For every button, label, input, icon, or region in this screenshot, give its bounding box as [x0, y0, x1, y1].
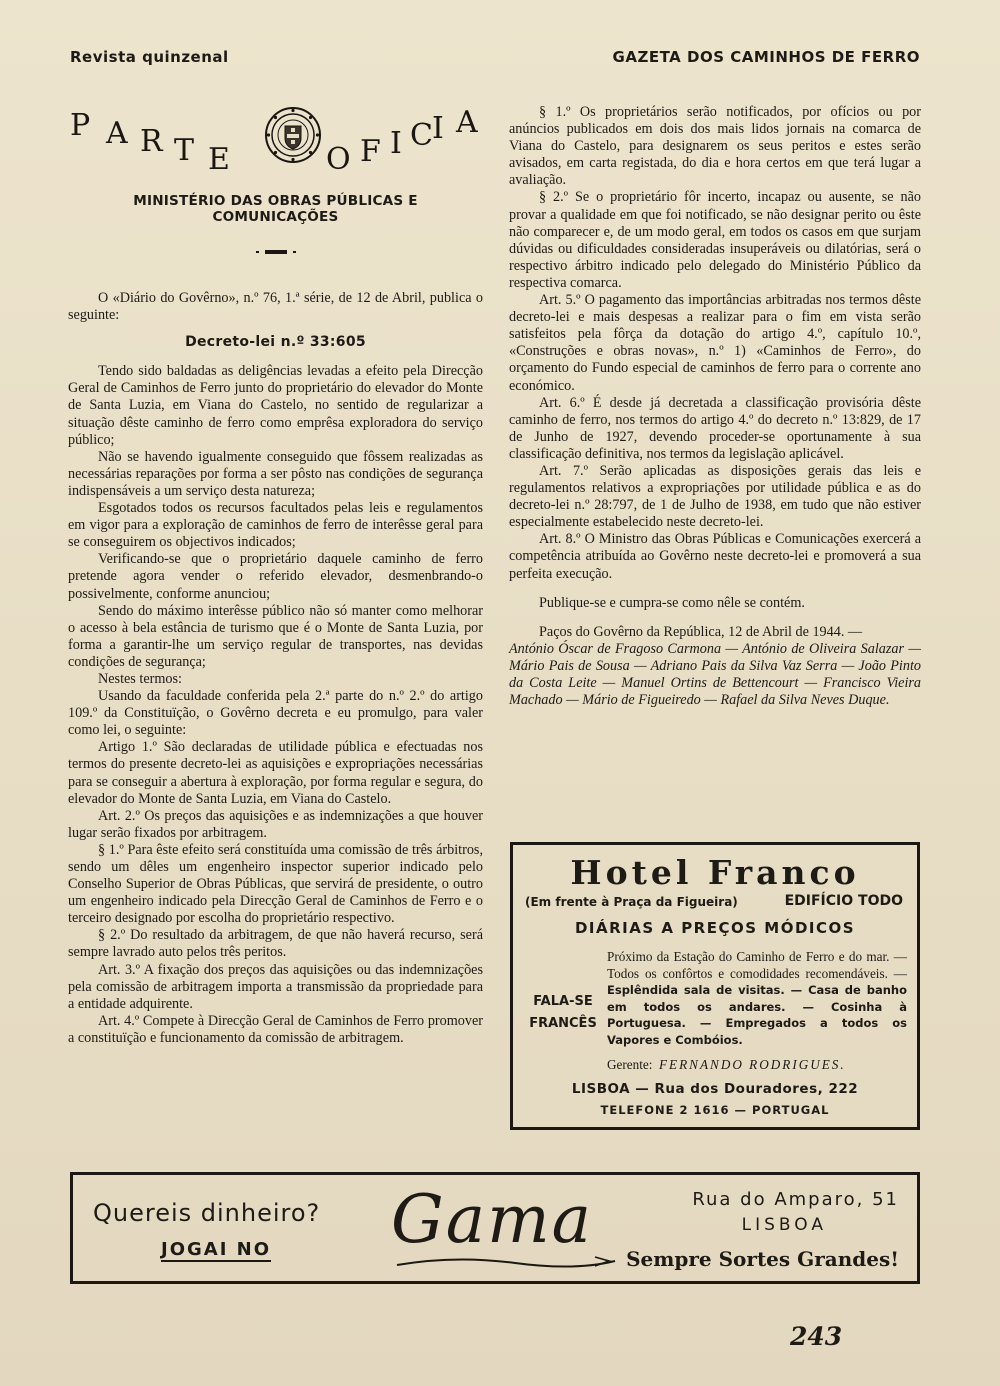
hotel-fala-se-frances [523, 991, 603, 1035]
swash-underline-icon [395, 1253, 617, 1271]
masthead-letter: F [360, 134, 381, 169]
article-paragraph: Verificando-se que o proprietário daquele caminho de ferro pretende agora vender o referido elevador, desmenbrando-o possivelmente, conforme anunciou; [68, 551, 483, 602]
pacos-line: Paços do Govêrno da República, 12 de Abril de 1944. — [539, 623, 863, 640]
masthead-letter: I [390, 126, 402, 161]
masthead-letter: I [432, 111, 444, 146]
gama-lottery-ad [70, 1172, 920, 1284]
masthead-letter: P [70, 108, 91, 143]
ornament-divider-icon [256, 248, 296, 256]
hotel-telephone: TELEFONE 2 1616 — PORTUGAL [600, 1103, 830, 1117]
portuguese-coat-of-arms-icon [264, 106, 322, 164]
article-paragraph: Sendo do máximo interêsse público não só manter como melhorar o acesso à bela estância de turismo que é o Monte de Santa Luzia, por forma a garantir-lhe um serviço regular de transportes, nas devidas condições de segurança; [68, 602, 483, 670]
masthead-letter: A [456, 105, 478, 140]
gerente-label: Gerente: [607, 1057, 653, 1072]
publique-line: Publique-se e cumpra-se como nêle se contém. [539, 594, 805, 611]
gama-address: Rua do Amparo, 51 [692, 1189, 899, 1210]
article-intro: O «Diário do Govêrno», n.º 76, 1.ª série, de 12 de Abril, publica o seguinte: [68, 290, 483, 324]
hotel-name: Hotel Franco [570, 853, 860, 892]
header-left: Revista quinzenal [70, 48, 229, 66]
gama-question: Quereis dinheiro? [93, 1199, 321, 1227]
decree-title: Decreto-lei n.º 33:605 [185, 334, 366, 351]
hotel-diarias: DIÁRIAS A PREÇOS MÓDICOS [574, 919, 856, 937]
masthead-parte-oficial [68, 102, 483, 182]
article-column-right [509, 104, 921, 709]
article-paragraph: Art. 7.º Serão aplicadas as disposições gerais das leis e regulamentos relativos a expropriações por utilidade pública e as do decreto-lei n.º 28:797, de 1 de Julho de 1938, em tudo que não estiver especialmente estabelecido neste decreto-lei. [509, 462, 921, 531]
article-paragraph: § 1.º Para êste efeito será constituída uma comissão de três árbitros, sendo um dêles um engenheiro inspector superior indicado pelo Conselho Superior de Obras Públicas, que servirá de presidente, o outro um engenheiro indicado pela Direcção Geral de Caminhos de Ferro e o terceiro designado por escolha do proprietário respectivo. [68, 841, 483, 927]
frances-line: FRANCÊS [529, 1016, 597, 1031]
article-paragraph: Artigo 1.º São declaradas de utilidade pública e efectuadas nos termos do presente decreto-lei as aquisições e expropriações necessárias para se conseguir a abertura à exploração, por forma regular e segura, do elevador do Monte de Santa Luzia, em Viana do Castelo. [68, 739, 483, 807]
masthead-letter: A [106, 116, 128, 151]
article-paragraph: § 2.º Do resultado da arbitragem, de que não haverá recurso, será sempre lavrado auto pelos três peritos. [68, 927, 483, 961]
hotel-desc-a: Próximo da Estação do Caminho de Ferro e do mar. — Todos os confôrtos e comodidades recomendáveis. — [607, 949, 907, 981]
hotel-description [607, 949, 907, 1049]
header-right: GAZETA DOS CAMINHOS DE FERRO [612, 48, 920, 66]
gerente-name: FERNANDO RODRIGUES. [659, 1057, 846, 1072]
article-paragraph: Nestes termos: [98, 670, 182, 687]
masthead-letter: E [208, 142, 230, 177]
masthead-letter: T [174, 133, 195, 168]
gama-slogan: Sempre Sortes Grandes! [626, 1247, 899, 1271]
article-paragraph: Art. 3.º A fixação dos preços das aquisições ou das indemnizações pela comissão de arbitragem importa a transmissão da propriedade para a entidade adquirente. [68, 961, 483, 1012]
ministry-heading: MINISTÉRIO DAS OBRAS PÚBLICAS E COMUNICAÇÕES [133, 193, 418, 225]
fala-line: FALA-SE [533, 994, 593, 1009]
masthead-letter: O [326, 142, 351, 177]
gama-jogai: JOGAI NO [161, 1239, 272, 1260]
article-paragraph: Art. 2.º Os preços das aquisições e as indemnizações a que houver lugar serão fixados por arbitragem. [68, 807, 483, 841]
article-paragraph: Não se havendo igualmente conseguido que fôssem realizadas as necessárias reparações por forma a ser pôsto nas condições de segurança indispensáveis a um serviço desta natureza; [68, 448, 483, 499]
article-paragraph: Usando da faculdade conferida pela 2.ª parte do n.º 2.º do artigo 109.º da Constituïção, o Govêrno decreta e eu promulgo, para valer como lei, o seguinte: [68, 688, 483, 739]
article-paragraph: Esgotados todos os recursos facultados pelas leis e regulamentos em vigor para a exploração de caminhos de ferro de interêsse geral para se conseguirem os objectivos indicados; [68, 500, 483, 551]
article-column-left [68, 290, 483, 1047]
hotel-desc-b: Esplêndida sala de visitas. — Casa de banho em todos os andares. — Cosinha à Portuguesa. — Empregados a todos os Vapores e Combóios. [607, 983, 907, 1047]
gama-city: LISBOA [741, 1215, 827, 1235]
hotel-franco-ad [510, 842, 920, 1130]
article-paragraph: Art. 5.º O pagamento das importâncias arbitradas nos termos dêste decreto-lei e mais despesas a realizar para o fim em vista serão satisfeitos pela fôrça da dotação do artigo 4.º, capítulo 10.º, «Construções e obras novas», n.º 1) «Caminhos de Ferro», do orçamento do Fundo especial de caminhos de ferro para o corrente ano económico. [509, 292, 921, 394]
article-paragraph: Art. 8.º O Ministro das Obras Públicas e Comunicações exercerá a competência atribuída ao Govêrno neste decreto-lei e promoverá a sua perfeita execução. [509, 531, 921, 582]
article-paragraph: § 2.º Se o proprietário fôr incerto, incapaz ou ausente, se não provar a qualidade em que foi notificado, se não designar perito ou êste não comparecer e, de um modo geral, em todos os casos em que surjam dúvidas ou dificuldades consideradas insuperáveis ou dilatórias, será o respectivo árbitro indicado pelo delegado do Ministério Público da respectiva comarca. [509, 189, 921, 291]
masthead-letter: C [410, 118, 433, 153]
gama-logo: Gama [391, 1181, 594, 1258]
signatories: António Óscar de Fragoso Carmona — António de Oliveira Salazar — Mário Pais de Sousa — Adriano Pais da Silva Vaz Serra — João Pinto da Costa Leite — Manuel Ortins de Bettencourt — Francisco Vieira Machado — Mário de Figueiredo — Rafael da Silva Neves Duque. [509, 640, 921, 709]
article-paragraph: Art. 6.º É desde já decretada a classificação provisória dêste caminho de ferro, nos termos do artigo 4.º do decreto n.º 13:829, de 17 de Junho de 1927, devendo proceder-se oportunamente à sua classificação definitiva, nos termos da legislação aplicável. [509, 394, 921, 462]
article-paragraph: Art. 4.º Compete à Direcção Geral de Caminhos de Ferro promover a constituïção e funcionamento da comissão de arbitragem. [68, 1012, 483, 1046]
hotel-edificio: EDIFÍCIO TODO [784, 893, 903, 909]
hotel-address: LISBOA — Rua dos Douradores, 222 [571, 1081, 859, 1097]
hotel-location: (Em frente à Praça da Figueira) [525, 895, 738, 909]
article-paragraph: Tendo sido baldadas as deligências levadas a efeito pela Direcção Geral de Caminhos de Ferro junto do proprietário do elevador do Monte de Santa Luzia, em Viana do Castelo, no sentido de regularizar a situação dêste caminho de ferro como emprêsa exploradora do serviço público; [68, 363, 483, 448]
hotel-gerente [607, 1057, 911, 1073]
page-number: 243 [790, 1322, 843, 1351]
masthead-letter: R [140, 124, 163, 159]
article-paragraph: § 1.º Os proprietários serão notificados, por ofícios ou por anúncios publicados em dois dos mais lidos jornais na comarca de Viana do Castelo, para designarem os seus peritos e estes serão avisados, em carta registada, do dia e hora certos em que terá lugar a avaliação. [509, 104, 921, 189]
